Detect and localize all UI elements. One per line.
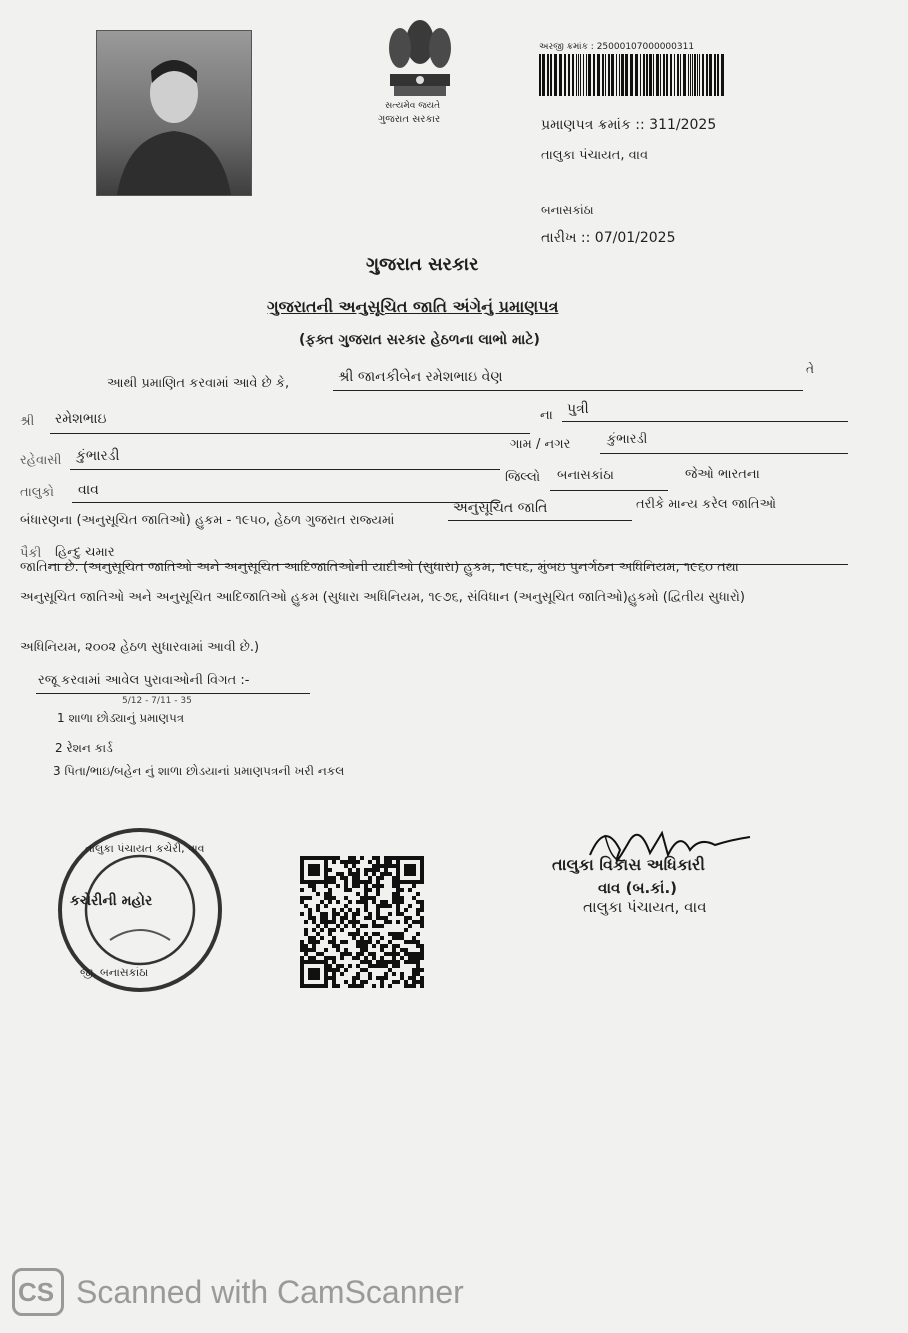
bharat-text: જેઓ ભારતના	[685, 467, 760, 482]
issue-date: તારીખ :: 07/01/2025	[541, 230, 676, 246]
certificate-subtitle: (ફક્ત ગુજરાત સરકાર હેઠળના લાભો માટે)	[299, 332, 540, 348]
para-line-2: અનુસૂચિત જાતિઓ અને અનુસૂચિત આદિજાતિઓ હુકમ (સુધારા અધિનિયમ, ૧૯૭૬, સંવિધાન (અનુસૂચિત જાતિઓ)હુકમો (દ્વિતીય સુધારો)	[20, 590, 745, 605]
header-district: બનાસકાંઠા	[541, 203, 594, 217]
holder-name: શ્રી જાનકીબેન રમેશભાઇ વેણ	[338, 369, 503, 385]
certify-prefix: આથી પ્રમાણિત કરવામાં આવે છે કે,	[107, 376, 290, 391]
emblem-caption-motto: સત્યમેવ જયતે	[385, 101, 441, 111]
caste-value: હિન્દુ ચમાર	[55, 545, 115, 560]
government-title: ગુજરાત સરકાર	[366, 254, 479, 275]
office-name: તાલુકા પંચાયત, વાવ	[541, 148, 649, 163]
relation: પુત્રી	[567, 401, 589, 417]
village-label: ગામ / નગર	[510, 437, 571, 452]
seal-bottom-text: જી. બનાસકાંઠા	[80, 966, 149, 979]
scanner-watermark: Scanned with CamScanner	[76, 1274, 464, 1310]
camscanner-logo-text: CS	[18, 1277, 55, 1307]
category-value: અનુસૂચિત જાતિ	[453, 500, 548, 516]
order-text: બંધારણના (અનુસૂચિત જાતિઓ) હુકમ - ૧૯૫૦, હેઠળ ગુજરાત રાજ્યમાં	[20, 513, 395, 528]
caste-label: પૈકી	[20, 546, 42, 561]
resident-value: કુંભારડી	[76, 448, 120, 464]
evidence-heading: રજૂ કરવામાં આવેલ પુરાવાઓની વિગત :-	[38, 673, 250, 688]
applicant-photo	[96, 30, 252, 196]
resident-label: રહેવાસી	[20, 453, 62, 468]
para-line-1: જાતિના છે. (અનુસૂચિત જાતિઓ અને અનુસૂચિત આદિજાતિઓની યાદીઓ (સુધારા) હુકમ, ૧૯૫૬, મુંબઇ પુનર્ગઠન અધિનિયમ, ૧૯૬૦ તથા	[20, 560, 739, 575]
application-number: અરજી ક્રમાંક : 25000107000000311	[539, 42, 695, 52]
signatory-place: વાવ (બ.કાં.)	[598, 879, 678, 897]
taluka-label: તાલુકો	[20, 485, 55, 500]
district-value: બનાસકાંઠા	[557, 468, 614, 483]
qr-code	[300, 855, 424, 989]
camscanner-logo-icon	[12, 1268, 64, 1316]
taluka-value: વાવ	[78, 482, 99, 498]
shri-label: શ્રી	[20, 414, 35, 429]
certificate-number: પ્રમાણપત્ર ક્રમાંક :: 311/2025	[541, 117, 717, 133]
emblem-caption-gov: ગુજરાત સરકાર	[378, 114, 441, 125]
village-value: કુંભારડી	[607, 432, 648, 447]
barcode	[539, 54, 724, 96]
handwritten-note: 5/12 - 7/11 - 35	[122, 696, 192, 706]
na-label: ના	[540, 408, 553, 423]
evidence-item-1: 1 શાળા છોડ્યાનું પ્રમાણપત્ર	[57, 711, 185, 725]
signatory-office: તાલુકા પંચાયત, વાવ	[583, 898, 707, 916]
seal-center-text: કચેરીની મહોર	[70, 893, 153, 909]
signatory-title: તાલુકા વિકાસ અધિકારી	[552, 855, 705, 874]
para-line-3: અધિનિયમ, ૨૦૦૨ હેઠળ સુધારવામાં આવી છે.)	[20, 640, 260, 655]
district-label: જિલ્લો	[505, 470, 541, 485]
seal-outer-text: તાલુકા પંચાયત કચેરી, વાવ	[85, 842, 205, 855]
father-name: રમેશભાઇ	[55, 411, 107, 427]
certify-suffix: તે	[806, 362, 814, 376]
certificate-title: ગુજરાતની અનુસૂચિત જાતિ અંગેનું પ્રમાણપત્ર	[267, 297, 559, 316]
evidence-item-3: 3 પિતા/ભાઇ/બહેન નું શાળા છોડયાનાં પ્રમાણપત્રની ખરી નકલ	[53, 764, 345, 778]
evidence-item-2: 2 રેશન કાર્ડ	[55, 741, 113, 755]
recognized-text: તરીકે માન્ય કરેલ જાતિઓ	[636, 497, 777, 512]
